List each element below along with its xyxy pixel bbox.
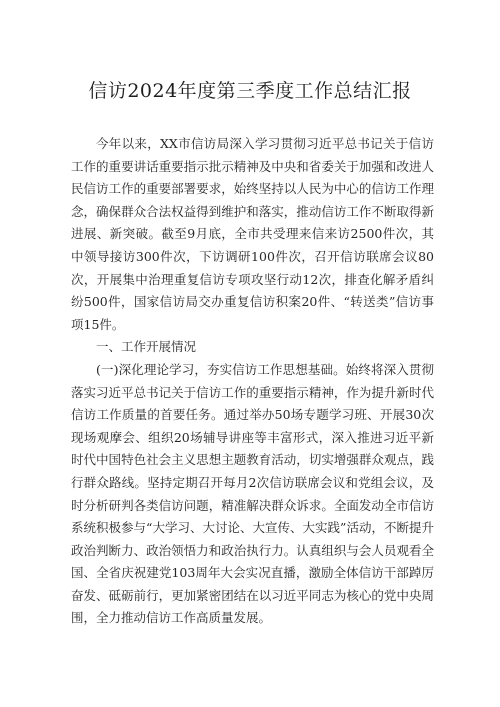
document-body <box>71 133 434 630</box>
section-one-paragraph: (一)深化理论学习，夯实信访工作思想基础。始终将深入贯彻落实习近平总书记关于信访工作的重要指示精神，作为提升新时代信访工作质量的首要任务。通过举办50场专题学习班、开展30次现场观摩会、组织20场辅导讲座等丰富形式，深入推进习近平新时代中国特色社会主义思想主题教育活动，切实增强群众观点，践行群众路线。坚持定期召开每月2次信访联席会议和党组会议，及时分析研判各类信访问题，精准解决群众诉求。全面发动全市信访系统积极参与“大学习、大讨论、大宣传、大实践”活动，不断提升政治判断力、政治领悟力和政治执行力。认真组织与会人员观看全国、全省庆祝建党103周年大会实况直播，激励全体信访干部踔厉奋发、砥砺前行，更加紧密团结在以习近平同志为核心的党中央周围，全力推动信访工作高质量发展。 <box>71 361 434 626</box>
intro-paragraph: 今年以来，XX市信访局深入学习贯彻习近平总书记关于信访工作的重要讲话重要指示批示精神及中央和省委关于加强和改进人民信访工作的重要部署要求，始终坚持以人民为中心的信访工作理念，确保群众合法权益得到维护和落实，推动信访工作不断取得新进展、新突破。截至9月底，全市共受理来信来访2500件次，其中领导接访300件次，下访调研100件次，召开信访联席会议80次，开展集中治理重复信访专项攻坚行动12次，排查化解矛盾纠纷500件，国家信访局交办重复信访积案20件、“转送类”信访事项15件。 <box>71 136 434 332</box>
section-heading-work-progress: 一、工作开展情况 <box>96 339 197 355</box>
document-title: 信访2024年度第三季度工作总结汇报 <box>88 80 412 102</box>
